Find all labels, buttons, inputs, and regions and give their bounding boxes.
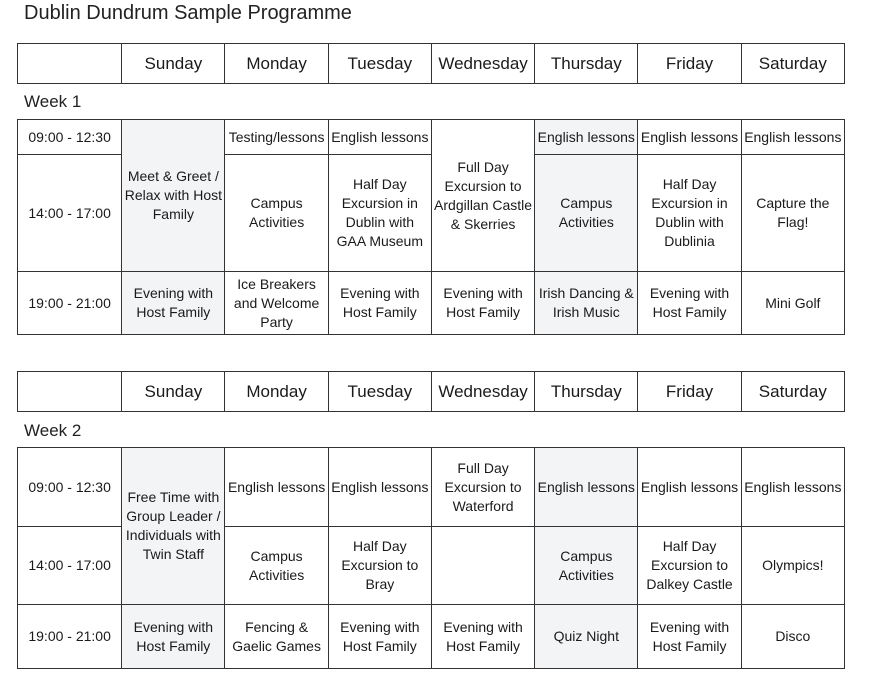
week1-schedule — [17, 119, 845, 335]
day-header-friday: Friday — [638, 44, 741, 84]
week1-saturday-morning: English lessons — [741, 120, 844, 155]
week1-wednesday-evening: Evening with Host Family — [431, 272, 534, 335]
week2-saturday-afternoon: Olympics! — [741, 527, 844, 605]
time-slot-afternoon: 14:00 - 17:00 — [18, 527, 122, 605]
week1-sunday-evening: Evening with Host Family — [122, 272, 225, 335]
week1-tuesday-evening: Evening with Host Family — [328, 272, 431, 335]
time-slot-evening: 19:00 - 21:00 — [18, 605, 122, 669]
week2-wednesday-morning: Full Day Excursion to Waterford — [431, 448, 534, 527]
day-header-thursday: Thursday — [535, 372, 638, 412]
day-header-wednesday: Wednesday — [431, 44, 534, 84]
week2-label: Week 2 — [24, 421, 82, 440]
week2-monday-afternoon: Campus Activities — [225, 527, 328, 605]
week2-wednesday-afternoon — [431, 527, 534, 605]
week2-saturday-evening: Disco — [741, 605, 844, 669]
week1-friday-evening: Evening with Host Family — [638, 272, 741, 335]
day-header-sunday: Sunday — [122, 372, 225, 412]
week2-sunday-evening: Evening with Host Family — [122, 605, 225, 669]
week1-friday-morning: English lessons — [638, 120, 741, 155]
week1-tuesday-morning: English lessons — [328, 120, 431, 155]
week2-saturday-morning: English lessons — [741, 448, 844, 527]
week1-thursday-morning: English lessons — [535, 120, 638, 155]
week1-monday-afternoon: Campus Activities — [225, 155, 328, 272]
week1-tuesday-afternoon: Half Day Excursion in Dublin with GAA Museum — [328, 155, 431, 272]
week1-saturday-evening: Mini Golf — [741, 272, 844, 335]
time-slot-afternoon: 14:00 - 17:00 — [18, 155, 122, 272]
week1-friday-afternoon: Half Day Excursion in Dublin with Dublinia — [638, 155, 741, 272]
day-header-tuesday: Tuesday — [328, 372, 431, 412]
page-title: Dublin Dundrum Sample Programme — [24, 2, 352, 24]
week2-day-header — [17, 371, 845, 412]
day-header-sunday: Sunday — [122, 44, 225, 84]
week2-thursday-evening: Quiz Night — [535, 605, 638, 669]
week1-thursday-afternoon: Campus Activities — [535, 155, 638, 272]
week1-sunday-day: Meet & Greet / Relax with Host Family — [122, 120, 225, 272]
day-header-monday: Monday — [225, 372, 328, 412]
week2-wednesday-evening: Evening with Host Family — [431, 605, 534, 669]
header-blank-cell — [18, 44, 122, 84]
week1-monday-morning: Testing/lessons — [225, 120, 328, 155]
week2-monday-morning: English lessons — [225, 448, 328, 527]
week2-tuesday-afternoon: Half Day Excursion to Bray — [328, 527, 431, 605]
week1-wednesday-day: Full Day Excursion to Ardgillan Castle & Skerries — [431, 120, 534, 272]
week1-day-header — [17, 43, 845, 84]
time-slot-morning: 09:00 - 12:30 — [18, 120, 122, 155]
week1-saturday-afternoon: Capture the Flag! — [741, 155, 844, 272]
week2-thursday-afternoon: Campus Activities — [535, 527, 638, 605]
day-header-saturday: Saturday — [741, 372, 844, 412]
week2-tuesday-morning: English lessons — [328, 448, 431, 527]
week1-thursday-evening: Irish Dancing & Irish Music — [535, 272, 638, 335]
day-header-saturday: Saturday — [741, 44, 844, 84]
week2-sunday-day: Free Time with Group Leader / Individuals with Twin Staff — [122, 448, 225, 605]
day-header-monday: Monday — [225, 44, 328, 84]
header-blank-cell — [18, 372, 122, 412]
day-header-friday: Friday — [638, 372, 741, 412]
week2-friday-afternoon: Half Day Excursion to Dalkey Castle — [638, 527, 741, 605]
week2-monday-evening: Fencing & Gaelic Games — [225, 605, 328, 669]
time-slot-evening: 19:00 - 21:00 — [18, 272, 122, 335]
week1-label: Week 1 — [24, 92, 82, 111]
week2-thursday-morning: English lessons — [535, 448, 638, 527]
time-slot-morning: 09:00 - 12:30 — [18, 448, 122, 527]
week1-monday-evening: Ice Breakers and Welcome Party — [225, 272, 328, 335]
day-header-wednesday: Wednesday — [431, 372, 534, 412]
week2-schedule — [17, 447, 845, 669]
week2-friday-evening: Evening with Host Family — [638, 605, 741, 669]
week2-tuesday-evening: Evening with Host Family — [328, 605, 431, 669]
week2-friday-morning: English lessons — [638, 448, 741, 527]
day-header-tuesday: Tuesday — [328, 44, 431, 84]
day-header-thursday: Thursday — [535, 44, 638, 84]
